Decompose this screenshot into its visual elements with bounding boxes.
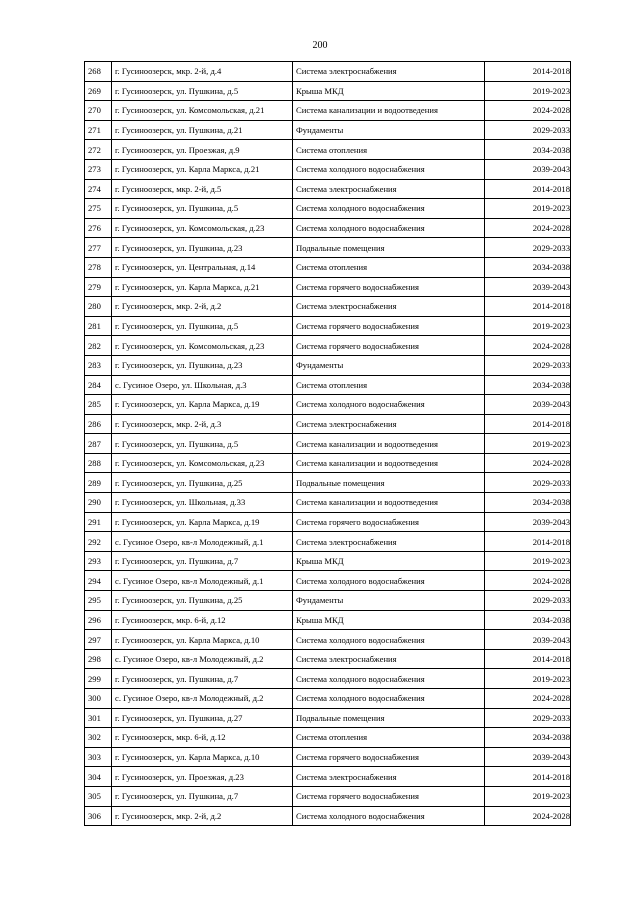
building-system-cell: Система отопления [293,728,485,748]
address-cell: г. Гусиноозерск, мкр. 2-й, д.3 [112,414,293,434]
repair-period-cell: 2019-2023 [485,199,571,219]
address-cell: г. Гусиноозерск, ул. Проезжая, д.9 [112,140,293,160]
row-number-cell: 299 [85,669,112,689]
address-cell: с. Гусиное Озеро, кв-л Молодежный, д.2 [112,689,293,709]
repair-period-cell: 2039-2043 [485,630,571,650]
table-row [85,159,571,179]
row-number-cell: 273 [85,159,112,179]
table-row [85,62,571,82]
repair-period-cell: 2014-2018 [485,649,571,669]
repair-period-cell: 2019-2023 [485,669,571,689]
table-row [85,689,571,709]
address-cell: г. Гусиноозерск, ул. Пушкина, д.25 [112,473,293,493]
table-row [85,199,571,219]
row-number-cell: 284 [85,375,112,395]
table-row [85,179,571,199]
table-row [85,414,571,434]
building-system-cell: Подвальные помещения [293,473,485,493]
table-row [85,297,571,317]
address-cell: г. Гусиноозерск, ул. Пушкина, д.23 [112,355,293,375]
row-number-cell: 297 [85,630,112,650]
building-system-cell: Система канализации и водоотведения [293,493,485,513]
building-system-cell: Система горячего водоснабжения [293,747,485,767]
table-row [85,571,571,591]
repair-period-cell: 2019-2023 [485,786,571,806]
building-system-cell: Система электроснабжения [293,62,485,82]
row-number-cell: 296 [85,610,112,630]
table-row [85,277,571,297]
address-cell: г. Гусиноозерск, ул. Карла Маркса, д.21 [112,159,293,179]
address-cell: с. Гусиное Озеро, кв-л Молодежный, д.1 [112,532,293,552]
table-row [85,120,571,140]
address-cell: г. Гусиноозерск, ул. Пушкина, д.21 [112,120,293,140]
repair-period-cell: 2034-2038 [485,140,571,160]
address-cell: г. Гусиноозерск, ул. Карла Маркса, д.19 [112,512,293,532]
address-cell: г. Гусиноозерск, ул. Пушкина, д.25 [112,591,293,611]
row-number-cell: 294 [85,571,112,591]
table-row [85,669,571,689]
row-number-cell: 286 [85,414,112,434]
building-system-cell: Система холодного водоснабжения [293,571,485,591]
row-number-cell: 301 [85,708,112,728]
address-cell: г. Гусиноозерск, ул. Пушкина, д.5 [112,81,293,101]
address-cell: г. Гусиноозерск, ул. Комсомольская, д.23 [112,453,293,473]
building-system-cell: Система холодного водоснабжения [293,159,485,179]
table-row [85,649,571,669]
building-system-cell: Система горячего водоснабжения [293,336,485,356]
repair-period-cell: 2014-2018 [485,62,571,82]
table-row [85,532,571,552]
repair-period-cell: 2014-2018 [485,414,571,434]
repair-period-cell: 2024-2028 [485,101,571,121]
building-system-cell: Система горячего водоснабжения [293,277,485,297]
table-row [85,747,571,767]
table-row [85,238,571,258]
building-system-cell: Система отопления [293,375,485,395]
repair-period-cell: 2034-2038 [485,375,571,395]
address-cell: г. Гусиноозерск, ул. Школьная, д.33 [112,493,293,513]
building-system-cell: Система холодного водоснабжения [293,669,485,689]
row-number-cell: 287 [85,434,112,454]
building-system-cell: Система электроснабжения [293,767,485,787]
table-row [85,81,571,101]
repair-period-cell: 2024-2028 [485,336,571,356]
building-system-cell: Система холодного водоснабжения [293,199,485,219]
building-system-cell: Система электроснабжения [293,179,485,199]
repair-period-cell: 2034-2038 [485,728,571,748]
building-system-cell: Система электроснабжения [293,649,485,669]
row-number-cell: 285 [85,395,112,415]
building-system-cell: Система отопления [293,140,485,160]
row-number-cell: 292 [85,532,112,552]
repair-period-cell: 2039-2043 [485,277,571,297]
address-cell: г. Гусиноозерск, мкр. 2-й, д.4 [112,62,293,82]
building-system-cell: Система холодного водоснабжения [293,218,485,238]
row-number-cell: 300 [85,689,112,709]
table-row [85,610,571,630]
table-row [85,767,571,787]
row-number-cell: 275 [85,199,112,219]
row-number-cell: 306 [85,806,112,826]
repair-period-cell: 2034-2038 [485,493,571,513]
repair-period-cell: 2019-2023 [485,316,571,336]
repair-period-cell: 2029-2033 [485,238,571,258]
repair-period-cell: 2024-2028 [485,571,571,591]
repair-period-cell: 2014-2018 [485,532,571,552]
repair-period-cell: 2029-2033 [485,473,571,493]
table-row [85,140,571,160]
address-cell: г. Гусиноозерск, ул. Проезжая, д.23 [112,767,293,787]
address-cell: г. Гусиноозерск, мкр. 6-й, д.12 [112,728,293,748]
table-row [85,473,571,493]
row-number-cell: 274 [85,179,112,199]
building-system-cell: Фундаменты [293,120,485,140]
address-cell: г. Гусиноозерск, ул. Пушкина, д.7 [112,551,293,571]
row-number-cell: 279 [85,277,112,297]
address-cell: г. Гусиноозерск, ул. Комсомольская, д.23 [112,218,293,238]
repair-period-cell: 2019-2023 [485,81,571,101]
address-cell: г. Гусиноозерск, ул. Карла Маркса, д.19 [112,395,293,415]
address-cell: с. Гусиное Озеро, ул. Школьная, д.3 [112,375,293,395]
building-system-cell: Система холодного водоснабжения [293,689,485,709]
row-number-cell: 295 [85,591,112,611]
table-row [85,708,571,728]
table-row [85,806,571,826]
repair-schedule-table [84,61,571,826]
table-row [85,375,571,395]
address-cell: г. Гусиноозерск, ул. Карла Маркса, д.21 [112,277,293,297]
table-row [85,728,571,748]
building-system-cell: Система канализации и водоотведения [293,434,485,454]
table-row [85,218,571,238]
repair-period-cell: 2014-2018 [485,767,571,787]
table-row [85,257,571,277]
building-system-cell: Система горячего водоснабжения [293,786,485,806]
row-number-cell: 282 [85,336,112,356]
row-number-cell: 278 [85,257,112,277]
building-system-cell: Фундаменты [293,591,485,611]
address-cell: г. Гусиноозерск, ул. Пушкина, д.5 [112,434,293,454]
table-body [85,62,571,826]
address-cell: г. Гусиноозерск, ул. Карла Маркса, д.10 [112,747,293,767]
table-row [85,316,571,336]
address-cell: с. Гусиное Озеро, кв-л Молодежный, д.1 [112,571,293,591]
address-cell: г. Гусиноозерск, ул. Пушкина, д.5 [112,199,293,219]
building-system-cell: Система электроснабжения [293,532,485,552]
table-row [85,786,571,806]
table-row [85,101,571,121]
repair-period-cell: 2034-2038 [485,610,571,630]
repair-period-cell: 2014-2018 [485,179,571,199]
address-cell: г. Гусиноозерск, ул. Пушкина, д.23 [112,238,293,258]
row-number-cell: 271 [85,120,112,140]
page-number: 200 [312,40,328,51]
address-cell: г. Гусиноозерск, ул. Пушкина, д.7 [112,669,293,689]
row-number-cell: 302 [85,728,112,748]
table-row [85,395,571,415]
address-cell: г. Гусиноозерск, ул. Комсомольская, д.21 [112,101,293,121]
table-row [85,336,571,356]
building-system-cell: Система холодного водоснабжения [293,630,485,650]
repair-period-cell: 2029-2033 [485,591,571,611]
table-row [85,453,571,473]
address-cell: г. Гусиноозерск, ул. Комсомольская, д.23 [112,336,293,356]
building-system-cell: Подвальные помещения [293,708,485,728]
row-number-cell: 305 [85,786,112,806]
building-system-cell: Система отопления [293,257,485,277]
repair-period-cell: 2024-2028 [485,453,571,473]
building-system-cell: Система канализации и водоотведения [293,453,485,473]
building-system-cell: Система холодного водоснабжения [293,395,485,415]
address-cell: г. Гусиноозерск, ул. Пушкина, д.5 [112,316,293,336]
building-system-cell: Фундаменты [293,355,485,375]
row-number-cell: 268 [85,62,112,82]
address-cell: с. Гусиное Озеро, кв-л Молодежный, д.2 [112,649,293,669]
row-number-cell: 298 [85,649,112,669]
building-system-cell: Система горячего водоснабжения [293,512,485,532]
address-cell: г. Гусиноозерск, ул. Карла Маркса, д.10 [112,630,293,650]
table-row [85,512,571,532]
repair-period-cell: 2019-2023 [485,551,571,571]
address-cell: г. Гусиноозерск, ул. Пушкина, д.27 [112,708,293,728]
row-number-cell: 276 [85,218,112,238]
row-number-cell: 289 [85,473,112,493]
repair-period-cell: 2024-2028 [485,218,571,238]
row-number-cell: 304 [85,767,112,787]
building-system-cell: Система электроснабжения [293,414,485,434]
table-row [85,591,571,611]
row-number-cell: 290 [85,493,112,513]
repair-period-cell: 2014-2018 [485,297,571,317]
row-number-cell: 303 [85,747,112,767]
row-number-cell: 288 [85,453,112,473]
repair-period-cell: 2019-2023 [485,434,571,454]
repair-period-cell: 2039-2043 [485,747,571,767]
address-cell: г. Гусиноозерск, мкр. 6-й, д.12 [112,610,293,630]
repair-period-cell: 2039-2043 [485,512,571,532]
table-row [85,551,571,571]
building-system-cell: Система канализации и водоотведения [293,101,485,121]
repair-period-cell: 2034-2038 [485,257,571,277]
table-row [85,434,571,454]
row-number-cell: 269 [85,81,112,101]
address-cell: г. Гусиноозерск, мкр. 2-й, д.5 [112,179,293,199]
repair-period-cell: 2029-2033 [485,355,571,375]
building-system-cell: Подвальные помещения [293,238,485,258]
address-cell: г. Гусиноозерск, мкр. 2-й, д.2 [112,297,293,317]
row-number-cell: 280 [85,297,112,317]
address-cell: г. Гусиноозерск, мкр. 2-й, д.2 [112,806,293,826]
table-row [85,493,571,513]
table-row [85,355,571,375]
building-system-cell: Крыша МКД [293,551,485,571]
repair-period-cell: 2039-2043 [485,395,571,415]
address-cell: г. Гусиноозерск, ул. Центральная, д.14 [112,257,293,277]
address-cell: г. Гусиноозерск, ул. Пушкина, д.7 [112,786,293,806]
row-number-cell: 293 [85,551,112,571]
building-system-cell: Крыша МКД [293,81,485,101]
repair-period-cell: 2024-2028 [485,806,571,826]
repair-period-cell: 2024-2028 [485,689,571,709]
building-system-cell: Крыша МКД [293,610,485,630]
row-number-cell: 272 [85,140,112,160]
row-number-cell: 270 [85,101,112,121]
row-number-cell: 281 [85,316,112,336]
row-number-cell: 277 [85,238,112,258]
repair-period-cell: 2029-2033 [485,708,571,728]
building-system-cell: Система электроснабжения [293,297,485,317]
repair-period-cell: 2029-2033 [485,120,571,140]
building-system-cell: Система горячего водоснабжения [293,316,485,336]
repair-period-cell: 2039-2043 [485,159,571,179]
row-number-cell: 283 [85,355,112,375]
row-number-cell: 291 [85,512,112,532]
building-system-cell: Система холодного водоснабжения [293,806,485,826]
table-row [85,630,571,650]
